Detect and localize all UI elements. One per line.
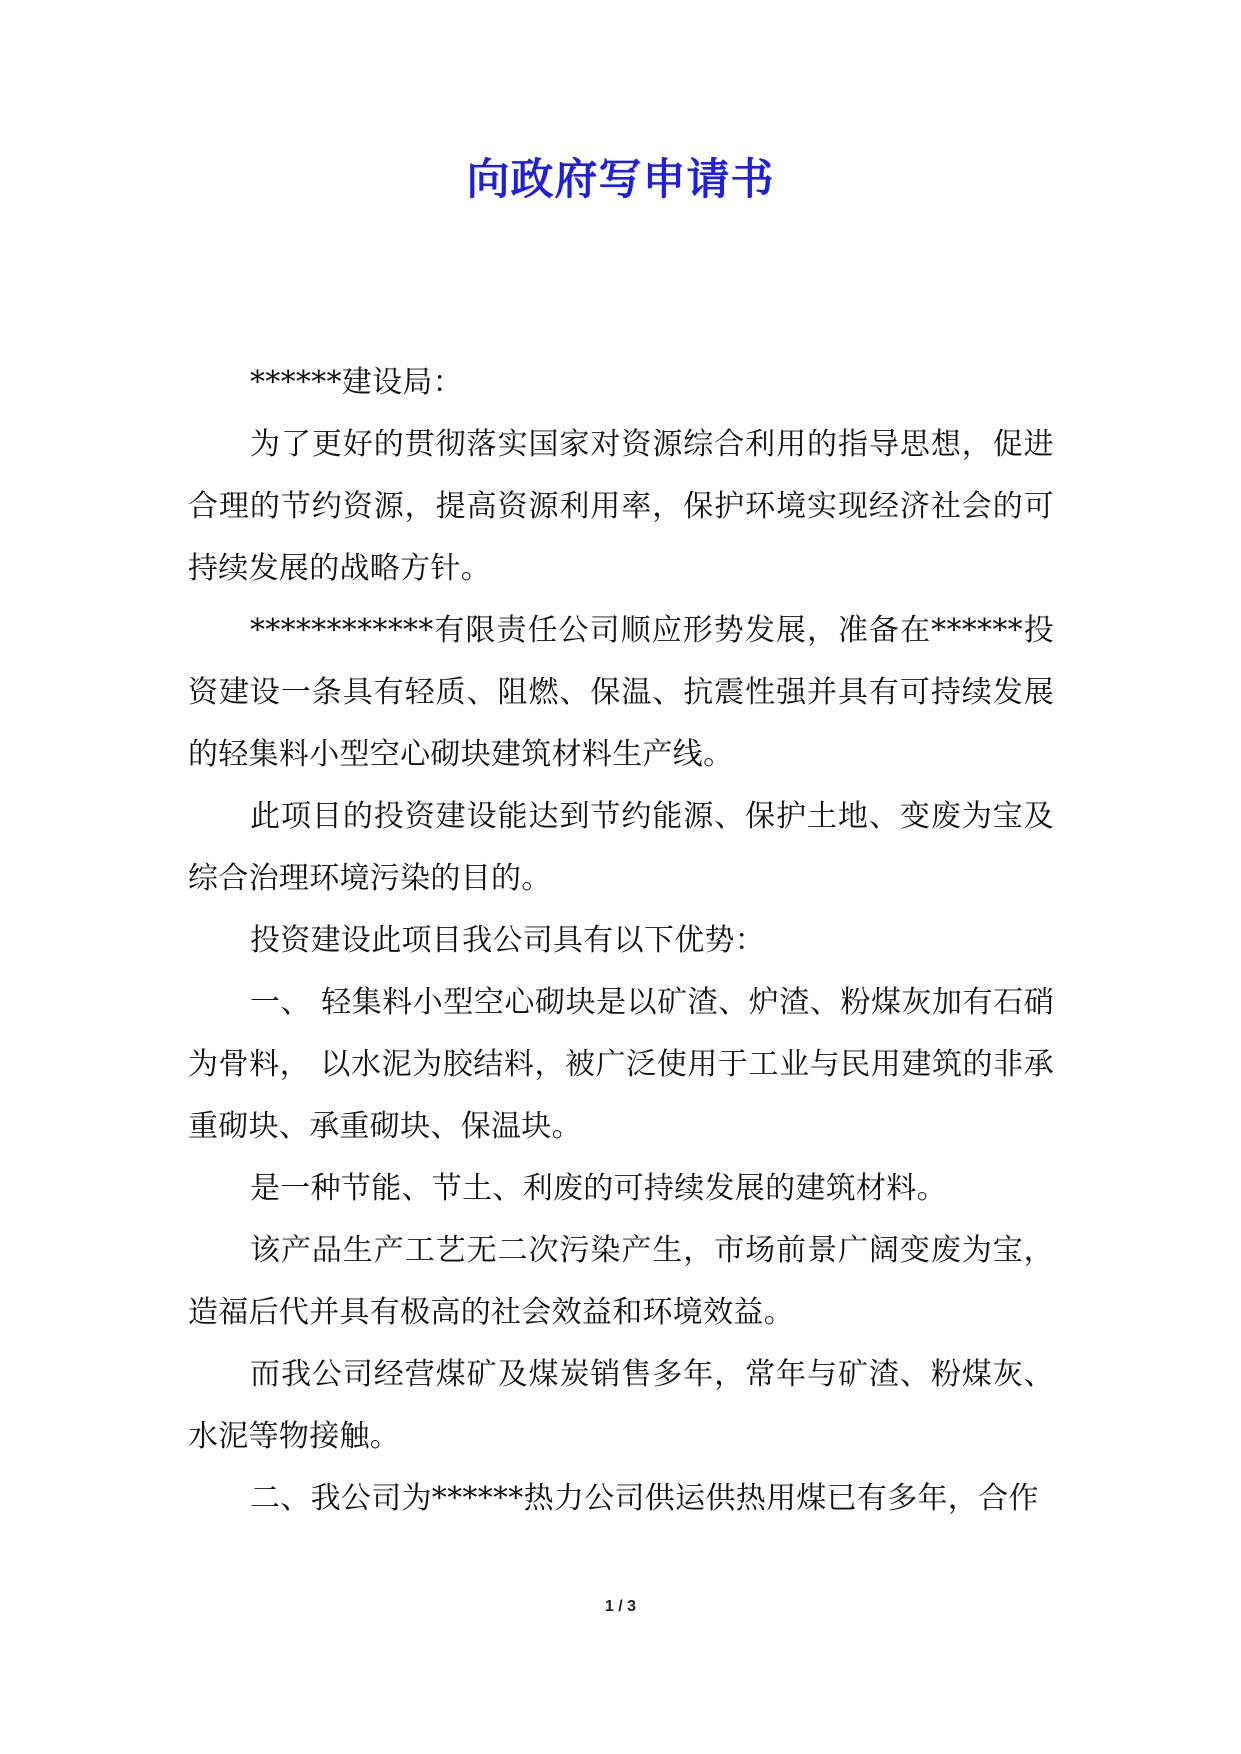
paragraph-6: 是一种节能、节土、利废的可持续发展的建筑材料。 [250,1171,947,1206]
paragraph-9: 二、我公司为******热力公司供运供热用煤已有多年，合作 [250,1481,1039,1516]
paragraph-5: 一、 轻集料小型空心砌块是以矿渣、炉渣、粉煤灰加有石硝为骨料， 以水泥为胶结料，被广泛使用于工业与民用建筑的非承重砌块、承重砌块、保温块。 [188,985,1054,1144]
paragraph-7: 该产品生产工艺无二次污染产生，市场前景广阔变废为宝，造福后代并具有极高的社会效益和环境效益。 [188,1233,1054,1330]
paragraph-3: 此项目的投资建设能达到节约能源、保护土地、变废为宝及综合治理环境污染的目的。 [188,799,1054,896]
document-title: 向政府写申请书 [466,155,775,205]
paragraph-8: 而我公司经营煤矿及煤炭销售多年，常年与矿渣、粉煤灰、水泥等物接触。 [188,1357,1054,1454]
paragraph-2: ************有限责任公司顺应形势发展，准备在******投资建设一条具有轻质、阻燃、保温、抗震性强并具有可持续发展的轻集料小型空心砌块建筑材料生产线。 [188,613,1054,772]
page-number: 1 / 3 [604,1598,637,1615]
paragraph-1: 为了更好的贯彻落实国家对资源综合利用的指导思想，促进合理的节约资源，提高资源利用率，保护环境实现经济社会的可持续发展的战略方针。 [188,427,1054,586]
salutation: ******建设局： [250,365,463,400]
paragraph-4: 投资建设此项目我公司具有以下优势： [250,923,766,958]
document-body [188,352,1054,1530]
